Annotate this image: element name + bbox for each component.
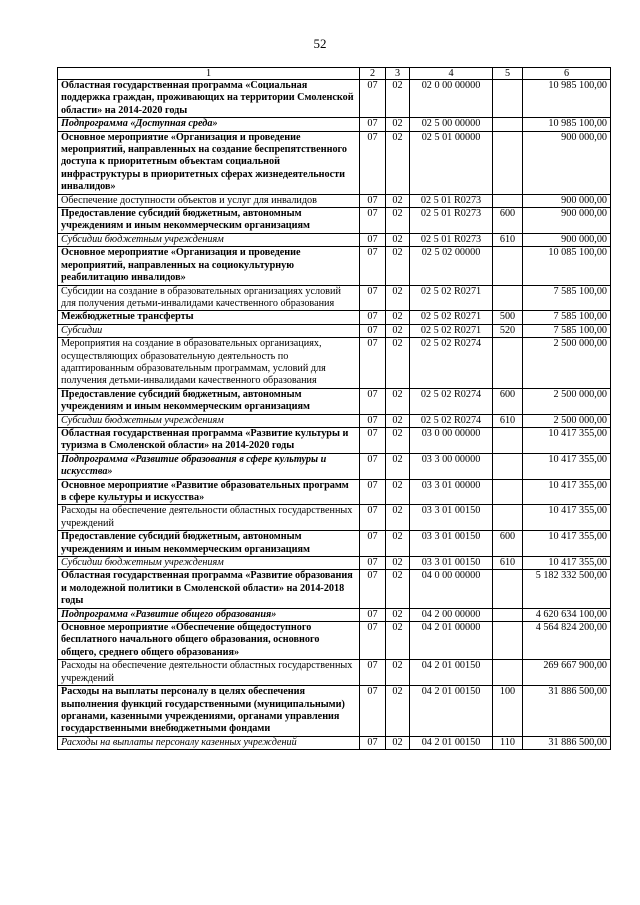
amount-cell: 5 182 332 500,00 bbox=[523, 570, 611, 608]
expense-type-cell bbox=[493, 194, 523, 207]
target-code-cell: 02 5 01 R0273 bbox=[410, 233, 493, 246]
amount-cell: 10 417 355,00 bbox=[523, 557, 611, 570]
section-cell: 07 bbox=[360, 427, 386, 453]
target-code-cell: 02 5 01 R0273 bbox=[410, 208, 493, 234]
row-name-cell: Расходы на выплаты персоналу в целях обеспечения выполнения функций государственными (муниципальными) органами, казенными учреждениями, органами управления государственными внебюджетными фондами bbox=[58, 686, 360, 737]
table-row bbox=[58, 622, 611, 660]
expense-type-cell bbox=[493, 505, 523, 531]
target-code-cell: 02 5 02 R0271 bbox=[410, 311, 493, 324]
row-name-cell: Мероприятия на создание в образовательных организациях, осуществляющих образовательную деятельность по адаптированным образовательным программам, условий для получения детьми-инвалидами качественного образования bbox=[58, 338, 360, 389]
amount-cell: 31 886 500,00 bbox=[523, 686, 611, 737]
table-row bbox=[58, 131, 611, 194]
section-cell: 07 bbox=[360, 324, 386, 337]
subsection-cell: 02 bbox=[386, 338, 410, 389]
table-row bbox=[58, 285, 611, 311]
amount-cell: 900 000,00 bbox=[523, 208, 611, 234]
subsection-cell: 02 bbox=[386, 453, 410, 479]
amount-cell: 269 667 900,00 bbox=[523, 660, 611, 686]
header-cell: 4 bbox=[410, 68, 493, 80]
section-cell: 07 bbox=[360, 622, 386, 660]
budget-table bbox=[57, 67, 611, 750]
header-cell: 5 bbox=[493, 68, 523, 80]
header-row bbox=[58, 68, 611, 80]
table-row bbox=[58, 557, 611, 570]
expense-type-cell bbox=[493, 131, 523, 194]
row-name-cell: Обеспечение доступности объектов и услуг для инвалидов bbox=[58, 194, 360, 207]
section-cell: 07 bbox=[360, 285, 386, 311]
row-name-cell: Основное мероприятие «Обеспечение общедоступного бесплатного начального общего образования, основного общего, среднего общего образования» bbox=[58, 622, 360, 660]
expense-type-cell bbox=[493, 247, 523, 285]
row-name-cell: Основное мероприятие «Организация и проведение мероприятий, направленных на создание беспрепятственного доступа к приоритетным объектам социальной инфраструктуры в приоритетных сферах жизнедеятельности инвалидов» bbox=[58, 131, 360, 194]
section-cell: 07 bbox=[360, 414, 386, 427]
table-row bbox=[58, 208, 611, 234]
expense-type-cell: 520 bbox=[493, 324, 523, 337]
section-cell: 07 bbox=[360, 686, 386, 737]
table-row bbox=[58, 388, 611, 414]
row-name-cell: Субсидии бюджетным учреждениям bbox=[58, 233, 360, 246]
table-row bbox=[58, 531, 611, 557]
target-code-cell: 04 2 01 00150 bbox=[410, 686, 493, 737]
expense-type-cell: 500 bbox=[493, 311, 523, 324]
row-name-cell: Подпрограмма «Доступная среда» bbox=[58, 118, 360, 131]
target-code-cell: 02 5 02 R0274 bbox=[410, 414, 493, 427]
table-row bbox=[58, 570, 611, 608]
row-name-cell: Областная государственная программа «Развитие культуры и туризма в Смоленской области» на 2014-2020 годы bbox=[58, 427, 360, 453]
table-row bbox=[58, 311, 611, 324]
table-row bbox=[58, 247, 611, 285]
section-cell: 07 bbox=[360, 118, 386, 131]
section-cell: 07 bbox=[360, 608, 386, 621]
target-code-cell: 02 5 01 00000 bbox=[410, 131, 493, 194]
target-code-cell: 03 3 01 00150 bbox=[410, 505, 493, 531]
header-cell: 1 bbox=[58, 68, 360, 80]
header-cell: 3 bbox=[386, 68, 410, 80]
subsection-cell: 02 bbox=[386, 311, 410, 324]
expense-type-cell: 600 bbox=[493, 388, 523, 414]
row-name-cell: Основное мероприятие «Организация и проведение мероприятий, направленных на социокультурную реабилитацию инвалидов» bbox=[58, 247, 360, 285]
header-cell: 6 bbox=[523, 68, 611, 80]
section-cell: 07 bbox=[360, 453, 386, 479]
table-row bbox=[58, 80, 611, 118]
amount-cell: 10 417 355,00 bbox=[523, 479, 611, 505]
section-cell: 07 bbox=[360, 505, 386, 531]
table-row bbox=[58, 736, 611, 749]
subsection-cell: 02 bbox=[386, 736, 410, 749]
expense-type-cell bbox=[493, 479, 523, 505]
amount-cell: 900 000,00 bbox=[523, 131, 611, 194]
row-name-cell: Расходы на обеспечение деятельности областных государственных учреждений bbox=[58, 505, 360, 531]
table-row bbox=[58, 427, 611, 453]
target-code-cell: 02 0 00 00000 bbox=[410, 80, 493, 118]
table-row bbox=[58, 324, 611, 337]
target-code-cell: 04 2 01 00150 bbox=[410, 736, 493, 749]
amount-cell: 4 620 634 100,00 bbox=[523, 608, 611, 621]
expense-type-cell: 610 bbox=[493, 557, 523, 570]
expense-type-cell bbox=[493, 118, 523, 131]
section-cell: 07 bbox=[360, 311, 386, 324]
subsection-cell: 02 bbox=[386, 531, 410, 557]
expense-type-cell: 610 bbox=[493, 414, 523, 427]
target-code-cell: 04 2 01 00150 bbox=[410, 660, 493, 686]
section-cell: 07 bbox=[360, 233, 386, 246]
row-name-cell: Субсидии bbox=[58, 324, 360, 337]
target-code-cell: 03 3 01 00150 bbox=[410, 531, 493, 557]
table-row bbox=[58, 505, 611, 531]
section-cell: 07 bbox=[360, 570, 386, 608]
section-cell: 07 bbox=[360, 736, 386, 749]
section-cell: 07 bbox=[360, 557, 386, 570]
target-code-cell: 03 0 00 00000 bbox=[410, 427, 493, 453]
table-row bbox=[58, 479, 611, 505]
row-name-cell: Предоставление субсидий бюджетным, автономным учреждениям и иным некоммерческим организациям bbox=[58, 531, 360, 557]
amount-cell: 10 417 355,00 bbox=[523, 505, 611, 531]
page-number: 52 bbox=[313, 36, 327, 51]
row-name-cell: Областная государственная программа «Социальная поддержка граждан, проживающих на территории Смоленской области» на 2014-2020 годы bbox=[58, 80, 360, 118]
amount-cell: 10 417 355,00 bbox=[523, 531, 611, 557]
expense-type-cell bbox=[493, 338, 523, 389]
amount-cell: 10 985 100,00 bbox=[523, 80, 611, 118]
amount-cell: 7 585 100,00 bbox=[523, 311, 611, 324]
subsection-cell: 02 bbox=[386, 570, 410, 608]
row-name-cell: Основное мероприятие «Развитие образовательных программ в сфере культуры и искусства» bbox=[58, 479, 360, 505]
amount-cell: 10 985 100,00 bbox=[523, 118, 611, 131]
table-row bbox=[58, 118, 611, 131]
row-name-cell: Предоставление субсидий бюджетным, автономным учреждениям и иным некоммерческим организациям bbox=[58, 388, 360, 414]
row-name-cell: Расходы на обеспечение деятельности областных государственных учреждений bbox=[58, 660, 360, 686]
subsection-cell: 02 bbox=[386, 505, 410, 531]
row-name-cell: Субсидии бюджетным учреждениям bbox=[58, 557, 360, 570]
table-row bbox=[58, 233, 611, 246]
subsection-cell: 02 bbox=[386, 479, 410, 505]
row-name-cell: Подпрограмма «Развитие общего образования» bbox=[58, 608, 360, 621]
target-code-cell: 02 5 02 00000 bbox=[410, 247, 493, 285]
amount-cell: 10 085 100,00 bbox=[523, 247, 611, 285]
amount-cell: 2 500 000,00 bbox=[523, 414, 611, 427]
subsection-cell: 02 bbox=[386, 194, 410, 207]
amount-cell: 31 886 500,00 bbox=[523, 736, 611, 749]
section-cell: 07 bbox=[360, 479, 386, 505]
expense-type-cell bbox=[493, 285, 523, 311]
subsection-cell: 02 bbox=[386, 233, 410, 246]
target-code-cell: 03 3 01 00000 bbox=[410, 479, 493, 505]
subsection-cell: 02 bbox=[386, 622, 410, 660]
amount-cell: 10 417 355,00 bbox=[523, 427, 611, 453]
section-cell: 07 bbox=[360, 338, 386, 389]
section-cell: 07 bbox=[360, 208, 386, 234]
subsection-cell: 02 bbox=[386, 131, 410, 194]
table-row bbox=[58, 414, 611, 427]
row-name-cell: Предоставление субсидий бюджетным, автономным учреждениям и иным некоммерческим организациям bbox=[58, 208, 360, 234]
section-cell: 07 bbox=[360, 388, 386, 414]
expense-type-cell bbox=[493, 570, 523, 608]
subsection-cell: 02 bbox=[386, 686, 410, 737]
expense-type-cell bbox=[493, 80, 523, 118]
amount-cell: 900 000,00 bbox=[523, 194, 611, 207]
row-name-cell: Межбюджетные трансферты bbox=[58, 311, 360, 324]
target-code-cell: 03 3 01 00150 bbox=[410, 557, 493, 570]
target-code-cell: 02 5 02 R0271 bbox=[410, 324, 493, 337]
target-code-cell: 02 5 01 R0273 bbox=[410, 194, 493, 207]
expense-type-cell: 600 bbox=[493, 208, 523, 234]
section-cell: 07 bbox=[360, 131, 386, 194]
amount-cell: 2 500 000,00 bbox=[523, 388, 611, 414]
subsection-cell: 02 bbox=[386, 247, 410, 285]
table-row bbox=[58, 194, 611, 207]
target-code-cell: 02 5 02 R0271 bbox=[410, 285, 493, 311]
target-code-cell: 03 3 00 00000 bbox=[410, 453, 493, 479]
table-row bbox=[58, 338, 611, 389]
subsection-cell: 02 bbox=[386, 324, 410, 337]
section-cell: 07 bbox=[360, 194, 386, 207]
amount-cell: 2 500 000,00 bbox=[523, 338, 611, 389]
target-code-cell: 04 2 00 00000 bbox=[410, 608, 493, 621]
row-name-cell: Областная государственная программа «Развитие образования и молодежной политики в Смоленской области» на 2014-2018 годы bbox=[58, 570, 360, 608]
table-row bbox=[58, 660, 611, 686]
expense-type-cell bbox=[493, 608, 523, 621]
section-cell: 07 bbox=[360, 660, 386, 686]
target-code-cell: 02 5 02 R0274 bbox=[410, 338, 493, 389]
amount-cell: 10 417 355,00 bbox=[523, 453, 611, 479]
expense-type-cell bbox=[493, 622, 523, 660]
subsection-cell: 02 bbox=[386, 427, 410, 453]
expense-type-cell bbox=[493, 427, 523, 453]
expense-type-cell: 100 bbox=[493, 686, 523, 737]
target-code-cell: 04 2 01 00000 bbox=[410, 622, 493, 660]
subsection-cell: 02 bbox=[386, 80, 410, 118]
amount-cell: 7 585 100,00 bbox=[523, 324, 611, 337]
subsection-cell: 02 bbox=[386, 660, 410, 686]
expense-type-cell: 600 bbox=[493, 531, 523, 557]
header-cell: 2 bbox=[360, 68, 386, 80]
subsection-cell: 02 bbox=[386, 388, 410, 414]
expense-type-cell: 610 bbox=[493, 233, 523, 246]
subsection-cell: 02 bbox=[386, 557, 410, 570]
table-row bbox=[58, 608, 611, 621]
target-code-cell: 04 0 00 00000 bbox=[410, 570, 493, 608]
table-row bbox=[58, 686, 611, 737]
subsection-cell: 02 bbox=[386, 208, 410, 234]
amount-cell: 7 585 100,00 bbox=[523, 285, 611, 311]
section-cell: 07 bbox=[360, 531, 386, 557]
expense-type-cell bbox=[493, 660, 523, 686]
section-cell: 07 bbox=[360, 247, 386, 285]
subsection-cell: 02 bbox=[386, 608, 410, 621]
table-row bbox=[58, 453, 611, 479]
amount-cell: 900 000,00 bbox=[523, 233, 611, 246]
row-name-cell: Расходы на выплаты персоналу казенных учреждений bbox=[58, 736, 360, 749]
section-cell: 07 bbox=[360, 80, 386, 118]
expense-type-cell bbox=[493, 453, 523, 479]
subsection-cell: 02 bbox=[386, 118, 410, 131]
target-code-cell: 02 5 00 00000 bbox=[410, 118, 493, 131]
amount-cell: 4 564 824 200,00 bbox=[523, 622, 611, 660]
row-name-cell: Субсидии бюджетным учреждениям bbox=[58, 414, 360, 427]
row-name-cell: Подпрограмма «Развитие образования в сфере культуры и искусства» bbox=[58, 453, 360, 479]
target-code-cell: 02 5 02 R0274 bbox=[410, 388, 493, 414]
subsection-cell: 02 bbox=[386, 285, 410, 311]
subsection-cell: 02 bbox=[386, 414, 410, 427]
expense-type-cell: 110 bbox=[493, 736, 523, 749]
row-name-cell: Субсидии на создание в образовательных организациях условий для получения детьми-инвалидами качественного образования bbox=[58, 285, 360, 311]
